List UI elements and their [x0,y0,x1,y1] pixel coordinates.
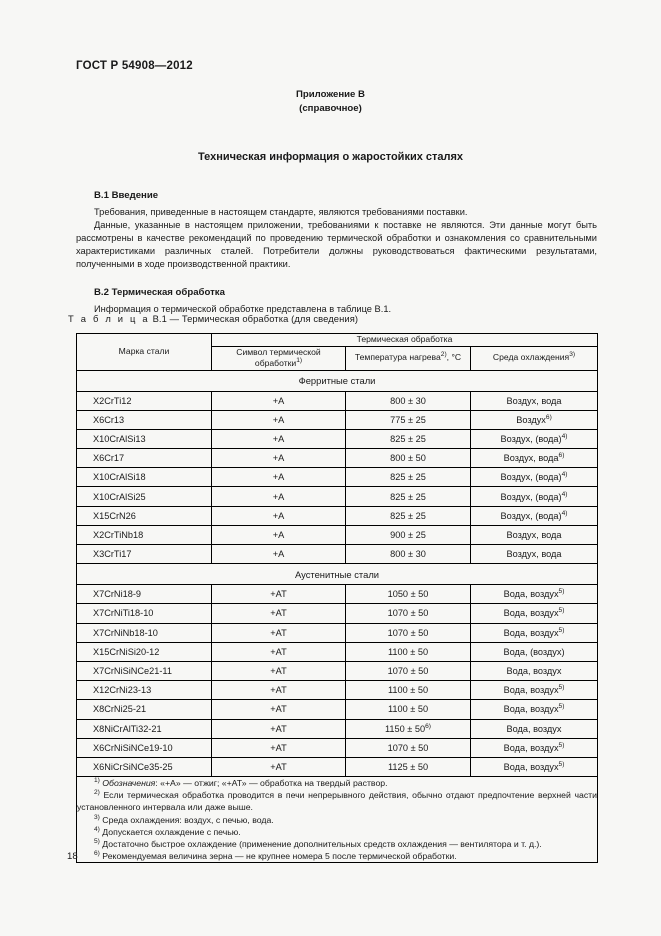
cell-cooling-medium: Вода, воздух [471,661,598,680]
table-caption-text: В.1 — Термическая обработка (для сведения) [152,313,359,324]
cell-cooling-medium: Вода, воздух [471,719,598,738]
cell-cooling-medium: Воздух, вода$^{6)}$ [471,449,598,468]
table-row [77,391,598,410]
cell-cooling-medium-footnote-ref: 6) [558,452,565,460]
cell-steel-grade: X6Cr17 [77,449,212,468]
cell-symbol: +A [212,391,346,410]
cell-symbol: +A [212,449,346,468]
cell-symbol: +A [212,487,346,506]
header-cooling-medium-label: Среда охлаждения [492,352,570,363]
cell-cooling-medium-footnote-ref: 6) [545,413,552,421]
table-group-label: Ферритные стали [77,370,598,391]
cell-cooling-medium-footnote-ref: 4) [561,471,568,479]
table-footnotes-row [77,777,598,863]
cell-steel-grade: X8NiCrAlTi32-21 [77,719,212,738]
table-row [77,661,598,680]
footnote-marker: 2) [94,789,100,797]
header-symbol-footnote-ref: 1) [296,357,303,365]
cell-symbol: +AT [212,604,346,623]
cell-steel-grade: X15CrN26 [77,506,212,525]
cell-temperature: 825 ± 25 [346,468,471,487]
footnote-marker: 3) [94,813,100,821]
table-row [77,642,598,661]
cell-cooling-medium: Вода, воздух$^{5)}$ [471,700,598,719]
footnote-marker: 4) [94,825,100,833]
cell-cooling-medium-footnote-ref: 5) [558,607,565,615]
cell-temperature: 1070 ± 50 [346,738,471,757]
cell-cooling-medium: Вода, воздух$^{5)}$ [471,585,598,604]
intro-paragraph-1: Требования, приведенные в настоящем стандарте, являются требованиями поставки. [94,207,468,217]
table-row [77,429,598,448]
table-header-row-top [77,334,598,347]
cell-steel-grade: X2CrTiNb18 [77,525,212,544]
cell-cooling-medium: Вода, воздух$^{5)}$ [471,738,598,757]
cell-symbol: +AT [212,642,346,661]
table-row [77,525,598,544]
table-footnote: $^{3)}$ Среда охлаждения: воздух, с печью, вода. [94,813,274,825]
cell-temperature: 1050 ± 50 [346,585,471,604]
cell-steel-grade: X8CrNi25-21 [77,700,212,719]
cell-cooling-medium: Воздух, (вода)$^{4)}$ [471,487,598,506]
cell-cooling-medium-footnote-ref: 5) [558,703,565,711]
annex-title: Приложение В [296,89,365,100]
standard-code: ГОСТ Р 54908—2012 [76,60,193,72]
table-caption-prefix: Т а б л и ц а [68,313,150,324]
cell-steel-grade: X7CrNiSiNCe21-11 [77,661,212,680]
cell-symbol: +AT [212,585,346,604]
cell-cooling-medium-footnote-ref: 5) [558,684,565,692]
cell-cooling-medium: Воздух, (вода)$^{4)}$ [471,429,598,448]
cell-cooling-medium-footnote-ref: 4) [561,432,568,440]
cell-temperature: 1100 ± 50 [346,700,471,719]
footnote-marker: 5) [94,838,100,846]
table-group-row [77,370,598,391]
cell-symbol: +AT [212,661,346,680]
cell-steel-grade: X6CrNiSiNCe19-10 [77,738,212,757]
cell-cooling-medium: Вода, воздух$^{5)}$ [471,681,598,700]
table-row [77,700,598,719]
table-row [77,719,598,738]
cell-temperature: 800 ± 50 [346,449,471,468]
cell-steel-grade: X7CrNiTi18-10 [77,604,212,623]
cell-symbol: +A [212,410,346,429]
table-row [77,623,598,642]
header-heat-treatment-group: Термическая обработка [212,334,598,347]
cell-cooling-medium: Вода, воздух$^{5)}$ [471,604,598,623]
page-number: 18 [67,851,78,862]
cell-cooling-medium-footnote-ref: 5) [558,760,565,768]
cell-cooling-medium: Воздух, вода [471,391,598,410]
cell-symbol: +A [212,506,346,525]
cell-steel-grade: X15CrNiSi20-12 [77,642,212,661]
cell-cooling-medium-footnote-ref: 5) [558,626,565,634]
cell-steel-grade: X12CrNi23-13 [77,681,212,700]
cell-cooling-medium: Воздух, (вода)$^{4)}$ [471,506,598,525]
body-text [76,190,597,317]
intro-paragraph-2: Данные, указанные в настоящем приложении, требованиями к поставке не являются. Эти данные могут быть рассмотрены в качестве рекомендаций по проведению термической обработки и ознакомления со сравнительными характеристиками различных сталей. Потребители должны руководствоваться фактическими результатами, полученными в ходе производственной практики. [76,220,597,270]
cell-cooling-medium-footnote-ref: 5) [558,588,565,596]
page-title: Техническая информация о жаростойких сталях [197,151,464,163]
cell-symbol: +A [212,429,346,448]
table-group-label: Аустенитные стали [77,564,598,585]
cell-cooling-medium-footnote-ref: 4) [561,509,568,517]
cell-temperature: 1100 ± 50 [346,681,471,700]
annex-heading [0,88,661,116]
cell-cooling-medium: Воздух, вода [471,545,598,564]
table-row [77,738,598,757]
cell-steel-grade: X10CrAlSi25 [77,487,212,506]
cell-steel-grade: X10CrAlSi13 [77,429,212,448]
cell-symbol: +AT [212,738,346,757]
cell-symbol: +A [212,525,346,544]
cell-steel-grade: X7CrNi18-9 [77,585,212,604]
cell-temperature: 1070 ± 50 [346,623,471,642]
table-row [77,604,598,623]
table-row [77,410,598,429]
cell-cooling-medium: Воздух$^{6)}$ [471,410,598,429]
table-footnotes [77,777,598,863]
header-symbol-label: Символ термической обработки [236,346,321,368]
header-steel-grade: Марка стали [77,334,212,371]
table-row [77,506,598,525]
table-row [77,545,598,564]
cell-temperature: 825 ± 25 [346,487,471,506]
table-footnote: $^{1)}$ Обозначения: «+А» — отжиг; «+АТ» — обработка на твердый раствор. [94,777,388,789]
cell-cooling-medium: Воздух, вода [471,525,598,544]
cell-symbol: +A [212,545,346,564]
table-footnote: $^{5)}$ Достаточно быстрое охлаждение (применение дополнительных средств охлаждения — вентилятора и т. д.). [94,838,542,850]
cell-temperature: 900 ± 25 [346,525,471,544]
cell-temperature-footnote-ref: 6) [425,722,431,730]
cell-symbol: +AT [212,681,346,700]
cell-temperature: 1070 ± 50 [346,661,471,680]
header-temperature-label: Температура нагрева [354,352,441,363]
cell-steel-grade: X2CrTi12 [77,391,212,410]
table-row [77,757,598,776]
footnote-lead: Обозначения [102,778,156,789]
header-temperature-unit: , °С [446,352,462,363]
heat-treatment-paragraph-1: Информация о термической обработке представлена в таблице В.1. [94,304,392,315]
footnote-marker: 6) [94,850,100,858]
header-symbol [212,346,346,370]
cell-symbol: +A [212,468,346,487]
table-footnote: $^{2)}$ Если термическая обработка проводится в печи непрерывного действия, обычно отдают предпочтение верхней части установленного интервала или даже выше. [77,789,597,813]
header-cooling-medium-footnote-ref: 3) [569,351,576,359]
table-row [77,681,598,700]
table-footnote: $^{6)}$ Рекомендуемая величина зерна — не крупнее номера 5 после термической обработки. [94,850,457,862]
section-heading-heat-treatment: В.2 Термическая обработка [94,287,225,299]
cell-temperature: 825 ± 25 [346,506,471,525]
table-row [77,487,598,506]
cell-cooling-medium: Воздух, (вода)$^{4)}$ [471,468,598,487]
heat-treatment-table [76,333,598,863]
cell-temperature: 825 ± 25 [346,429,471,448]
cell-cooling-medium: Вода, воздух$^{5)}$ [471,757,598,776]
table-row [77,585,598,604]
annex-subtitle: (справочное) [299,103,362,114]
cell-temperature: 1100 ± 50 [346,642,471,661]
cell-temperature: 775 ± 25 [346,410,471,429]
cell-symbol: +AT [212,757,346,776]
cell-cooling-medium: Вода, (воздух) [471,642,598,661]
cell-steel-grade: X10CrAlSi18 [77,468,212,487]
table-row [77,468,598,487]
table-footnote: $^{4)}$ Допускается охлаждение с печью. [94,825,241,837]
section-heading-intro: В.1 Введение [94,190,159,201]
cell-symbol: +AT [212,719,346,738]
cell-temperature: 800 ± 30 [346,545,471,564]
table-group-row [77,564,598,585]
cell-cooling-medium-footnote-ref: 5) [558,741,565,749]
cell-cooling-medium: Вода, воздух$^{5)}$ [471,623,598,642]
cell-temperature: $1150 \pm 50^{6)}$ [346,719,471,738]
table-row [77,449,598,468]
cell-symbol: +AT [212,700,346,719]
cell-temperature: 800 ± 30 [346,391,471,410]
cell-steel-grade: X7CrNiNb18-10 [77,623,212,642]
cell-temperature: 1125 ± 50 [346,757,471,776]
table-body [77,370,598,863]
header-temperature [346,346,471,370]
footnote-marker: 1) [94,777,100,785]
cell-temperature: 1070 ± 50 [346,604,471,623]
header-cooling-medium [471,346,598,370]
cell-cooling-medium-footnote-ref: 4) [561,490,568,498]
cell-steel-grade: X3CrTi17 [77,545,212,564]
header-temperature-footnote-ref: 2) [440,351,447,359]
table-caption [68,313,358,324]
table-header [77,334,598,371]
cell-symbol: +AT [212,623,346,642]
cell-steel-grade: X6NiCrSiNCe35-25 [77,757,212,776]
cell-steel-grade: X6Cr13 [77,410,212,429]
